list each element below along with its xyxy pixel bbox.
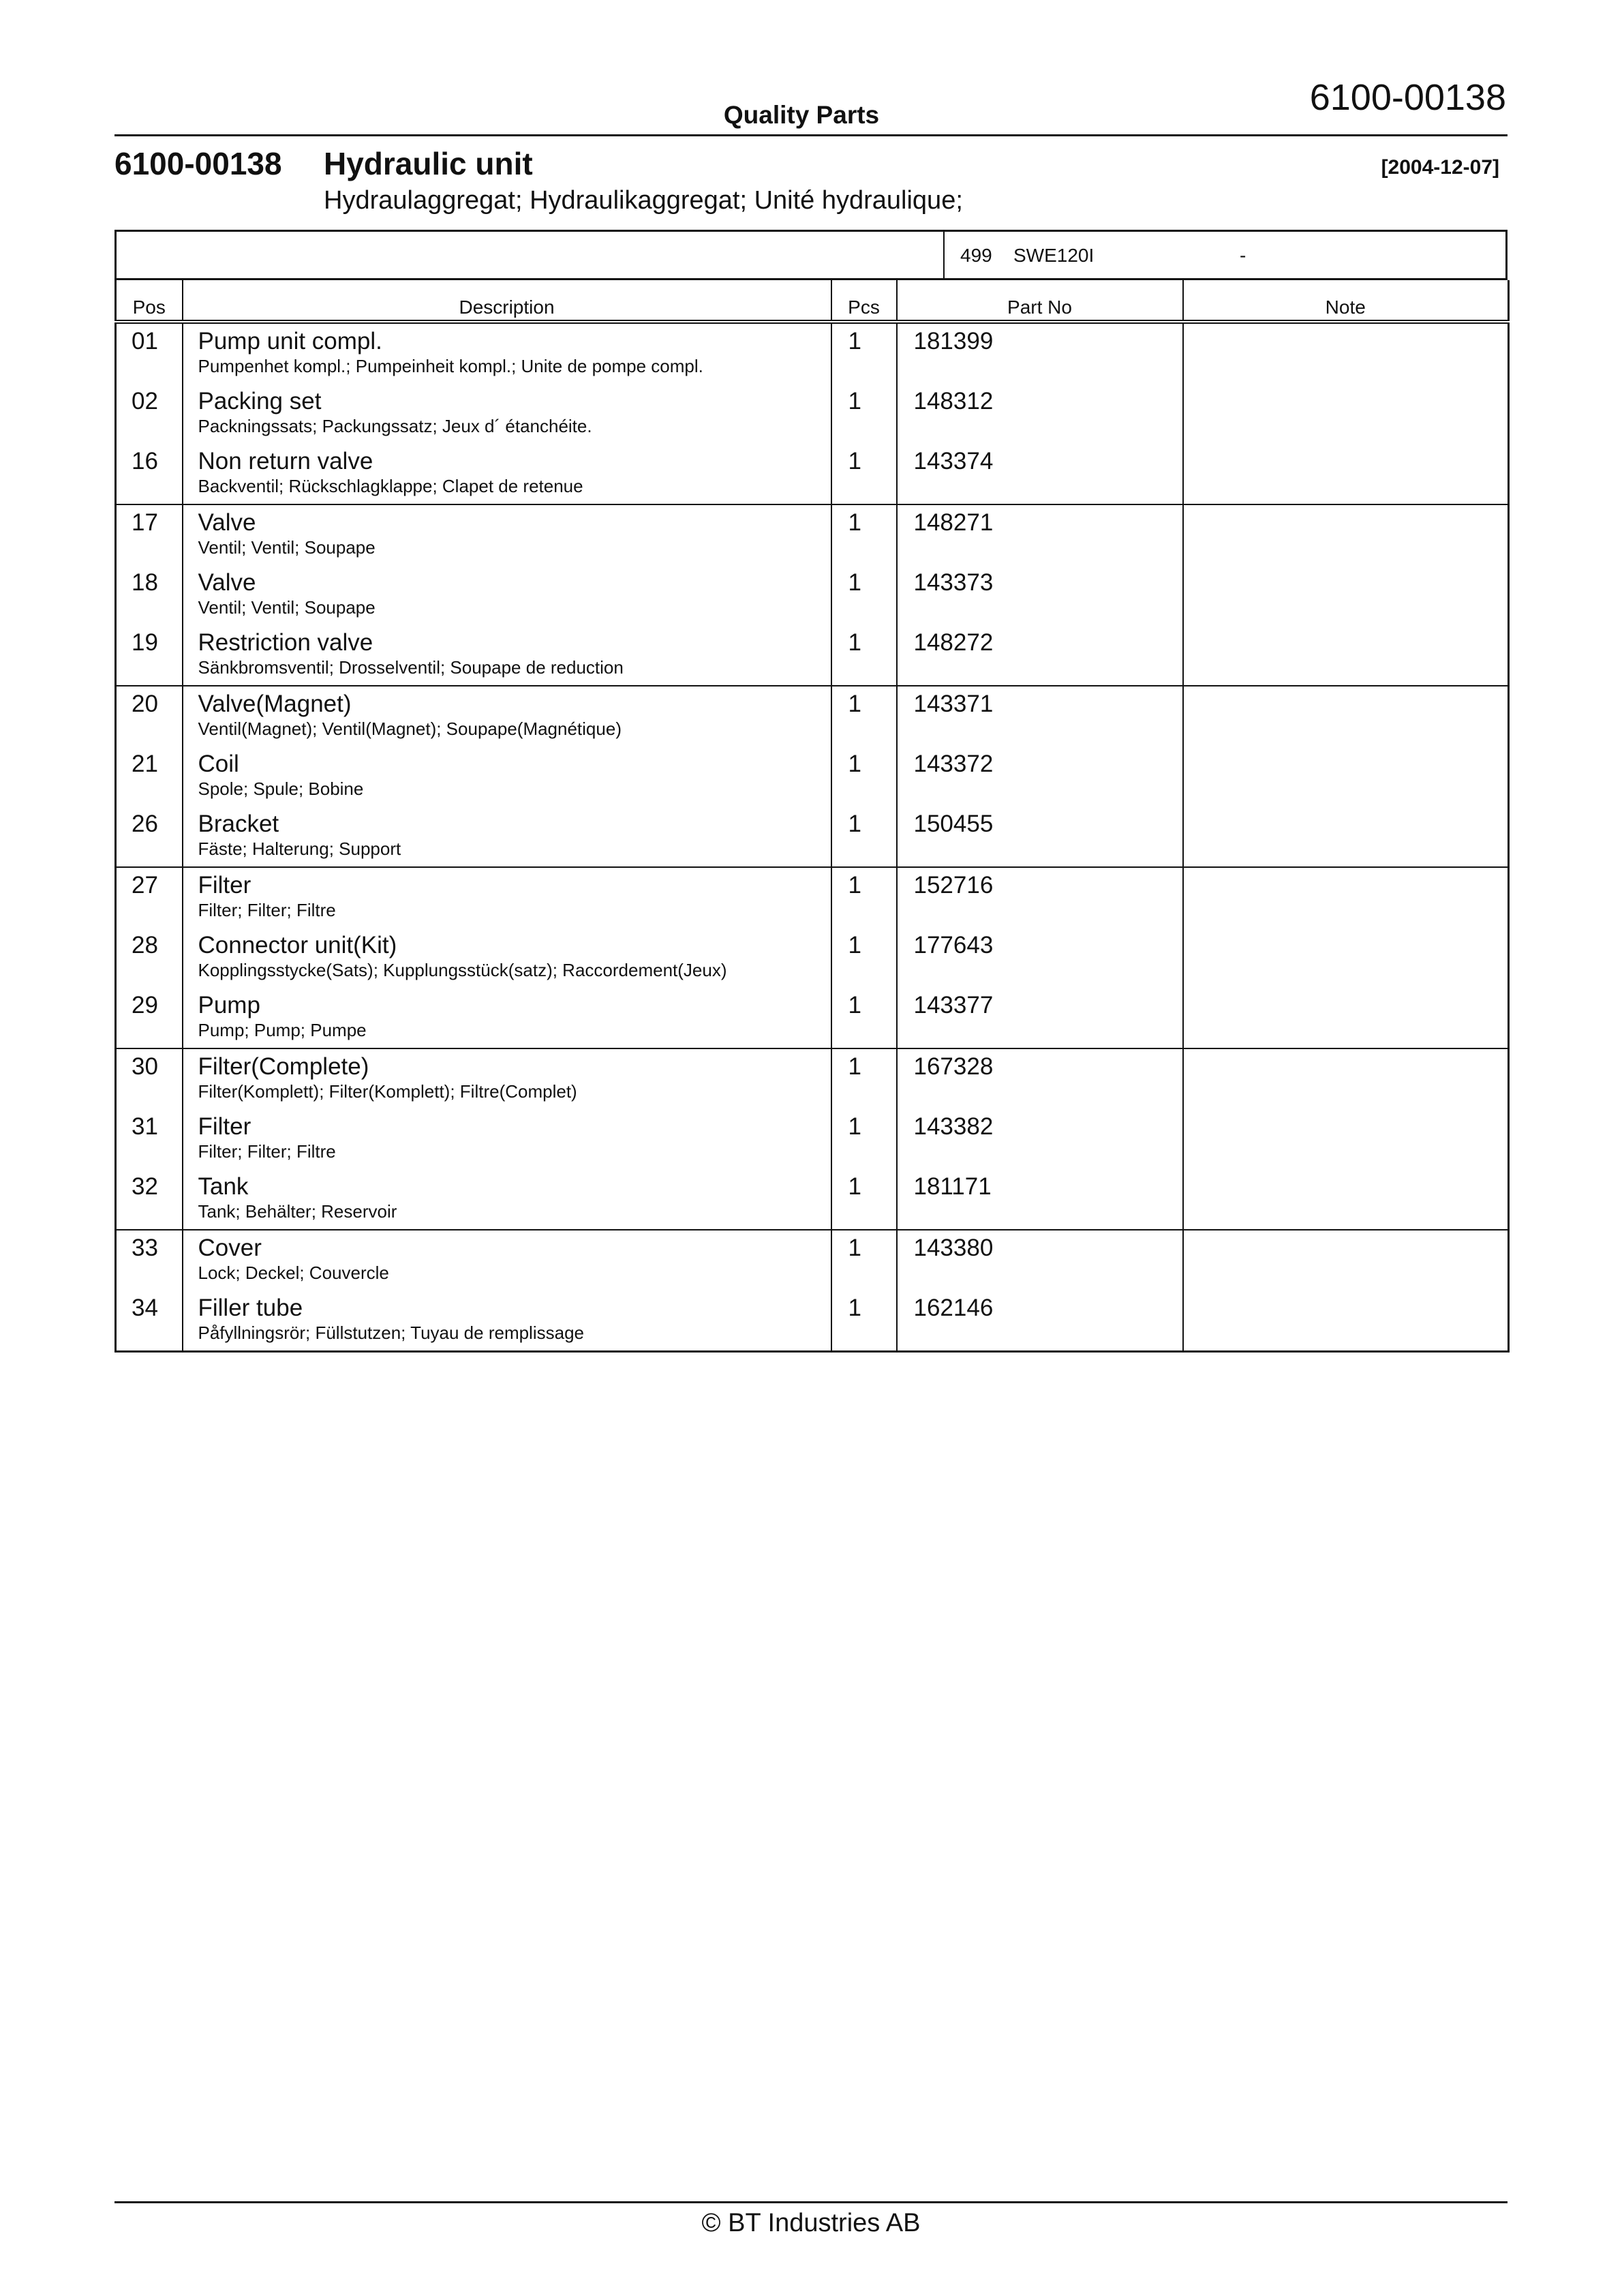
table-row xyxy=(116,806,1509,867)
description-translations: Packningssats; Packungssatz; Jeux d´ étanchéite. xyxy=(198,416,592,436)
cell-pcs xyxy=(831,504,897,565)
pcs-value: 1 xyxy=(848,1235,861,1261)
cell-pcs xyxy=(831,867,897,928)
cell-pos xyxy=(116,1290,183,1352)
description-main: Valve xyxy=(198,569,256,596)
model-extra: - xyxy=(1240,245,1246,266)
pos-value: 20 xyxy=(132,691,158,717)
part-no-value: 143372 xyxy=(913,751,994,777)
pos-value: 02 xyxy=(132,388,158,414)
pcs-value: 1 xyxy=(848,1113,861,1140)
pos-value: 26 xyxy=(132,811,158,837)
cell-note xyxy=(1183,806,1509,867)
cell-part-no xyxy=(897,806,1183,867)
cell-pcs xyxy=(831,1169,897,1230)
table-row xyxy=(116,746,1509,806)
model-number: 499 xyxy=(960,245,992,266)
description-translations: Filter; Filter; Filtre xyxy=(198,1141,336,1162)
pcs-value: 1 xyxy=(848,388,861,414)
part-no-value: 143374 xyxy=(913,448,994,474)
table-row xyxy=(116,928,1509,988)
table-row xyxy=(116,625,1509,686)
description-main: Tank xyxy=(198,1173,249,1200)
cell-pos xyxy=(116,625,183,686)
part-no-value: 143380 xyxy=(913,1235,994,1261)
table-row xyxy=(116,504,1509,565)
table-row xyxy=(116,1048,1509,1109)
pos-value: 16 xyxy=(132,448,158,474)
cell-note xyxy=(1183,746,1509,806)
cell-note xyxy=(1183,1230,1509,1290)
table-row xyxy=(116,322,1509,384)
description-translations: Ventil(Magnet); Ventil(Magnet); Soupape(Magnétique) xyxy=(198,719,622,739)
cell-part-no xyxy=(897,1290,1183,1352)
description-main: Filter(Complete) xyxy=(198,1053,369,1080)
cell-pos xyxy=(116,1169,183,1230)
table-row xyxy=(116,686,1509,746)
header-note: Note xyxy=(1183,280,1509,322)
description-translations: Tank; Behälter; Reservoir xyxy=(198,1201,397,1222)
description-main: Valve xyxy=(198,509,256,536)
description-translations: Pump; Pump; Pumpe xyxy=(198,1020,367,1040)
part-translations: Hydraulaggregat; Hydraulikaggregat; Unité hydraulique; xyxy=(324,186,963,215)
description-translations: Lock; Deckel; Couvercle xyxy=(198,1263,389,1283)
description-translations: Påfyllningsrör; Füllstutzen; Tuyau de remplissage xyxy=(198,1323,584,1343)
pos-value: 27 xyxy=(132,872,158,898)
cell-pcs xyxy=(831,444,897,504)
cell-description xyxy=(183,867,831,928)
pcs-value: 1 xyxy=(848,751,861,777)
table-row xyxy=(116,988,1509,1048)
model-box xyxy=(114,230,1508,280)
cell-pcs xyxy=(831,322,897,384)
cell-note xyxy=(1183,322,1509,384)
cell-pcs xyxy=(831,1230,897,1290)
pos-value: 21 xyxy=(132,751,158,777)
pos-value: 33 xyxy=(132,1235,158,1261)
footer-copyright: © BT Industries AB xyxy=(701,2209,921,2237)
cell-description xyxy=(183,1230,831,1290)
parts-table xyxy=(114,280,1510,1353)
cell-pos xyxy=(116,384,183,444)
cell-note xyxy=(1183,1290,1509,1352)
description-translations: Filter; Filter; Filtre xyxy=(198,900,336,920)
cell-description xyxy=(183,686,831,746)
table-row xyxy=(116,384,1509,444)
cell-note xyxy=(1183,988,1509,1048)
cell-part-no xyxy=(897,565,1183,625)
cell-pos xyxy=(116,1109,183,1169)
description-main: Restriction valve xyxy=(198,629,373,656)
pcs-value: 1 xyxy=(848,932,861,958)
part-no-value: 181171 xyxy=(913,1173,992,1200)
part-date: [2004-12-07] xyxy=(1381,156,1499,179)
cell-pcs xyxy=(831,625,897,686)
cell-pos xyxy=(116,565,183,625)
description-main: Valve(Magnet) xyxy=(198,691,352,717)
cell-description xyxy=(183,322,831,384)
table-row xyxy=(116,444,1509,504)
description-translations: Backventil; Rückschlagklappe; Clapet de retenue xyxy=(198,476,583,496)
cell-pos xyxy=(116,504,183,565)
cell-description xyxy=(183,1109,831,1169)
cell-pcs xyxy=(831,1109,897,1169)
parts-table-body xyxy=(116,322,1509,1352)
pos-value: 31 xyxy=(132,1113,158,1140)
cell-description xyxy=(183,625,831,686)
cell-part-no xyxy=(897,625,1183,686)
cell-part-no xyxy=(897,444,1183,504)
description-main: Filter xyxy=(198,872,251,898)
cell-part-no xyxy=(897,322,1183,384)
cell-pcs xyxy=(831,384,897,444)
pcs-value: 1 xyxy=(848,328,861,354)
cell-note xyxy=(1183,1109,1509,1169)
cell-part-no xyxy=(897,1230,1183,1290)
cell-note xyxy=(1183,444,1509,504)
pos-value: 29 xyxy=(132,992,158,1018)
cell-part-no xyxy=(897,988,1183,1048)
pcs-value: 1 xyxy=(848,629,861,656)
table-row xyxy=(116,1290,1509,1352)
cell-note xyxy=(1183,504,1509,565)
part-no-value: 150455 xyxy=(913,811,994,837)
table-row xyxy=(116,1230,1509,1290)
description-translations: Sänkbromsventil; Drosselventil; Soupape de reduction xyxy=(198,657,624,678)
cell-part-no xyxy=(897,1169,1183,1230)
cell-note xyxy=(1183,928,1509,988)
cell-description xyxy=(183,1048,831,1109)
cell-note xyxy=(1183,867,1509,928)
description-main: Pump xyxy=(198,992,260,1018)
part-no-value: 143373 xyxy=(913,569,994,596)
cell-pcs xyxy=(831,686,897,746)
part-code: 6100-00138 xyxy=(114,146,282,181)
model-cell-divider xyxy=(943,232,945,278)
description-translations: Ventil; Ventil; Soupape xyxy=(198,597,376,618)
cell-pcs xyxy=(831,988,897,1048)
cell-pos xyxy=(116,867,183,928)
description-main: Bracket xyxy=(198,811,279,837)
cell-note xyxy=(1183,384,1509,444)
cell-description xyxy=(183,1290,831,1352)
cell-pcs xyxy=(831,806,897,867)
pcs-value: 1 xyxy=(848,872,861,898)
header-description: Description xyxy=(183,280,831,322)
cell-note xyxy=(1183,625,1509,686)
description-main: Packing set xyxy=(198,388,322,414)
header-pcs: Pcs xyxy=(831,280,897,322)
pos-value: 28 xyxy=(132,932,158,958)
cell-part-no xyxy=(897,686,1183,746)
cell-pos xyxy=(116,1230,183,1290)
description-main: Non return valve xyxy=(198,448,373,474)
cell-description xyxy=(183,565,831,625)
cell-pos xyxy=(116,686,183,746)
description-main: Filter xyxy=(198,1113,251,1140)
pcs-value: 1 xyxy=(848,1295,861,1321)
cell-description xyxy=(183,384,831,444)
cell-description xyxy=(183,806,831,867)
pos-value: 30 xyxy=(132,1053,158,1080)
part-no-value: 181399 xyxy=(913,328,994,354)
cell-description xyxy=(183,746,831,806)
cell-part-no xyxy=(897,928,1183,988)
pcs-value: 1 xyxy=(848,811,861,837)
cell-part-no xyxy=(897,384,1183,444)
cell-description xyxy=(183,988,831,1048)
part-no-value: 148312 xyxy=(913,388,994,414)
table-row xyxy=(116,867,1509,928)
table-header-row xyxy=(116,280,1509,322)
cell-pos xyxy=(116,746,183,806)
part-no-value: 143382 xyxy=(913,1113,994,1140)
pcs-value: 1 xyxy=(848,992,861,1018)
table-row xyxy=(116,1169,1509,1230)
description-translations: Pumpenhet kompl.; Pumpeinheit kompl.; Unite de pompe compl. xyxy=(198,356,703,376)
header-part-no: Part No xyxy=(897,280,1183,322)
cell-description xyxy=(183,1169,831,1230)
header-rule xyxy=(114,134,1508,136)
part-no-value: 152716 xyxy=(913,872,994,898)
doc-number-top: 6100-00138 xyxy=(1309,77,1506,118)
cell-pos xyxy=(116,806,183,867)
cell-part-no xyxy=(897,504,1183,565)
description-translations: Kopplingsstycke(Sats); Kupplungsstück(satz); Raccordement(Jeux) xyxy=(198,960,727,980)
cell-pcs xyxy=(831,565,897,625)
description-main: Filler tube xyxy=(198,1295,303,1321)
part-no-value: 148272 xyxy=(913,629,994,656)
cell-pcs xyxy=(831,928,897,988)
pos-value: 17 xyxy=(132,509,158,536)
cell-pcs xyxy=(831,746,897,806)
cell-pos xyxy=(116,444,183,504)
description-translations: Fäste; Halterung; Support xyxy=(198,839,401,859)
description-main: Connector unit(Kit) xyxy=(198,932,397,958)
part-name: Hydraulic unit xyxy=(324,146,533,181)
part-no-value: 167328 xyxy=(913,1053,994,1080)
cell-note xyxy=(1183,1169,1509,1230)
pcs-value: 1 xyxy=(848,569,861,596)
cell-pos xyxy=(116,1048,183,1109)
cell-pos xyxy=(116,988,183,1048)
pos-value: 34 xyxy=(132,1295,158,1321)
pos-value: 19 xyxy=(132,629,158,656)
part-no-value: 148271 xyxy=(913,509,994,536)
pos-value: 01 xyxy=(132,328,158,354)
description-main: Pump unit compl. xyxy=(198,328,382,354)
pcs-value: 1 xyxy=(848,691,861,717)
cell-pcs xyxy=(831,1290,897,1352)
pos-value: 18 xyxy=(132,569,158,596)
cell-pos xyxy=(116,928,183,988)
pos-value: 32 xyxy=(132,1173,158,1200)
cell-description xyxy=(183,928,831,988)
part-no-value: 177643 xyxy=(913,932,994,958)
description-translations: Ventil; Ventil; Soupape xyxy=(198,537,376,558)
cell-note xyxy=(1183,565,1509,625)
description-translations: Filter(Komplett); Filter(Komplett); Filtre(Complet) xyxy=(198,1081,577,1102)
pcs-value: 1 xyxy=(848,1173,861,1200)
cell-note xyxy=(1183,1048,1509,1109)
header-pos: Pos xyxy=(116,280,183,322)
part-no-value: 162146 xyxy=(913,1295,994,1321)
cell-part-no xyxy=(897,867,1183,928)
footer-rule xyxy=(114,2201,1508,2203)
cell-part-no xyxy=(897,746,1183,806)
description-main: Coil xyxy=(198,751,239,777)
table-row xyxy=(116,1109,1509,1169)
cell-part-no xyxy=(897,1109,1183,1169)
header-title: Quality Parts xyxy=(723,101,880,129)
cell-pos xyxy=(116,322,183,384)
description-translations: Spole; Spule; Bobine xyxy=(198,779,364,799)
cell-description xyxy=(183,504,831,565)
pcs-value: 1 xyxy=(848,1053,861,1080)
cell-note xyxy=(1183,686,1509,746)
cell-part-no xyxy=(897,1048,1183,1109)
model-name: SWE120I xyxy=(1013,245,1095,266)
pcs-value: 1 xyxy=(848,509,861,536)
description-main: Cover xyxy=(198,1235,262,1261)
part-no-value: 143371 xyxy=(913,691,994,717)
pcs-value: 1 xyxy=(848,448,861,474)
table-row xyxy=(116,565,1509,625)
part-no-value: 143377 xyxy=(913,992,994,1018)
cell-pcs xyxy=(831,1048,897,1109)
cell-description xyxy=(183,444,831,504)
